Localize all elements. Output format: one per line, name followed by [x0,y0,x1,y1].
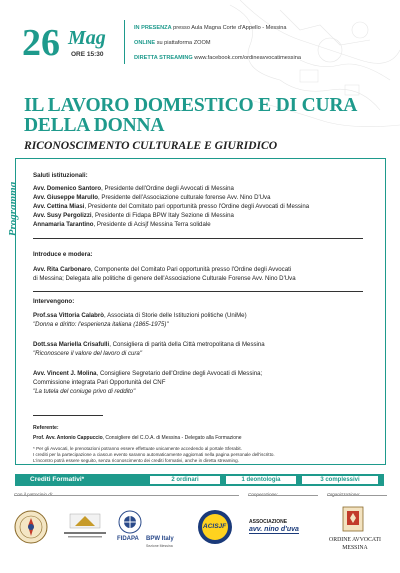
referente-line: Prof. Avv. Antonio Cappuccio, Consigliere del C.O.A. di Messina - Delegato alla Formazione [33,435,242,441]
credit-complessivi: 3 complessivi [302,476,378,484]
venue-streaming[interactable]: DIRETTA STREAMING www.facebook.com/ordineavvocatimessina [134,55,301,61]
seal-logo [14,510,48,544]
saluti-item: Avv. Giuseppe Marullo, Presidente dell'Associazione culturale forense Avv. Nino D'Uva [33,194,271,201]
introduce-heading: Introduce e modera: [33,251,93,258]
introduce-line: Avv. Rita Carbonaro, Componente del Comitato Pari opportunità presso l'Ordine degli Avvocati [33,266,292,273]
speaker-talk: "Riconoscere il valore del lavoro di cura" [33,350,142,357]
event-month: Mag [68,27,106,49]
intervengono-heading: Intervengono: [33,298,75,305]
footnote: L'incontro potrà essere seguito, senza riconoscimento dei crediti formativi, anche in diretta streaming. [33,458,239,463]
event-time: ORE 15:30 [71,51,104,58]
saluti-item: Avv. Susy Pergolizzi, Presidente di Fidapa BPW Italy Sezione di Messina [33,212,234,219]
speaker-talk: "Donna e diritto: l'esperienza italiana (1865-1975)" [33,321,169,328]
credit-ordinari: 2 ordinari [150,476,220,484]
speaker-talk: "La tutela del coniuge privo di reddito" [33,388,136,395]
credit-deontologia: 1 deontologia [226,476,296,484]
saluti-item: Avv. Domenico Santoro, Presidente dell'Ordine degli Avvocati di Messina [33,185,234,192]
speaker: Dott.ssa Mariella Crisafulli, Consigliera di parità della Città metropolitana di Messina [33,341,265,348]
event-subtitle: RICONOSCIMENTO CULTURALE E GIURIDICO [24,139,278,152]
saluti-item: Avv. Cettina Miasi, Presidente del Comitato pari opportunità presso l'Ordine degli Avvocati di Messina [33,203,310,210]
event-day: 26 [22,22,60,64]
introduce-line: di Messina; Delegata alle politiche di genere dell'Associazione Culturale Forense Avv. Nino D'Uva [33,275,296,282]
footnote: * Per gli Avvocati, le prenotazioni potranno essere effettuate unicamente accedendo al portale Sferabit. [33,446,242,451]
footnote: I crediti per la partecipazione a ciascun evento saranno automaticamente aggiornati nella pagina personale dell'iscritto. [33,452,275,457]
fidapa-logo [118,510,142,534]
credits-label: Crediti Formativi* [30,476,85,483]
associazione-name: ASSOCIAZIONE [249,519,288,525]
event-title: IL LAVORO DOMESTICO E DI CURA DELLA DONNA [24,95,358,136]
speaker: Prof.ssa Vittoria Calabrò, Associata di Storie delle Istituzioni politiche (UniMe) [33,312,247,319]
section-divider [33,291,363,292]
acisjf-name: ACISJF [203,523,227,530]
saluti-heading: Saluti istituzionali: [33,172,88,179]
logos-divider [14,495,239,496]
associazione-name-2: avv. nino d'uva [249,526,299,533]
ordine-avvocati-crest [342,506,364,532]
venue-in-presenza: IN PRESENZA presso Aula Magna Corte d'Appello - Messina [134,25,287,31]
speaker: Avv. Vincent J. Molina, Consigliere Segretario dell'Ordine degli Avvocati di Messina; [33,370,263,377]
fidapa-name: FIDAPA [117,536,139,542]
fidapa-sub: Sezione Messina [146,544,173,548]
section-divider [33,238,363,239]
fidapa-name-2: BPW Italy [146,536,174,542]
date-divider [124,20,125,64]
ordine-city: MESSINA [342,545,368,551]
programma-label: Programma [7,181,19,237]
ordine-name: ORDINE AVVOCATI [329,537,381,543]
venue-online: ONLINE su piattaforma ZOOM [134,40,211,46]
referente-divider [33,415,103,416]
logos-divider [327,495,387,496]
logos-divider [248,495,318,496]
emblem-logo [60,512,110,542]
speaker-role: Commissione integrata Pari Opportunità del CNF [33,379,166,386]
referente-heading: Referente: [33,425,59,431]
saluti-item: Annamaria Tarantino, Presidente di Acisjf Messina Terra solidale [33,221,211,228]
